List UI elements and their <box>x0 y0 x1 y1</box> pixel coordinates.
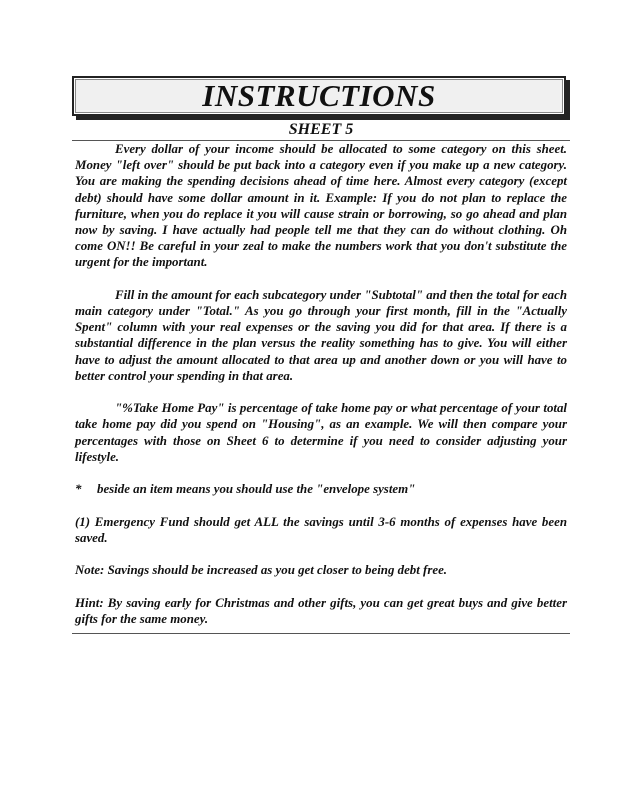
hint-note: Hint: By saving early for Christmas and other gifts, you can get great buys and give better gifts for the same money. <box>75 595 567 626</box>
star-symbol: * <box>75 482 82 497</box>
sheet-label: SHEET 5 <box>288 121 354 138</box>
paragraph-subtotals: Fill in the amount for each subcategory under "Subtotal" and then the total for each main category under "Total." As you go through your first month, fill in the "Actually Spent" column with your real expenses or the saving you did for that area. If there is a substantial difference in the plan versus the reality something has to give. You will either have to adjust the amount allocated to that area up and another down or you will have to better control your spending in that area. <box>75 287 567 383</box>
page-title: INSTRUCTIONS <box>202 78 436 113</box>
instructions-body <box>75 141 567 627</box>
paragraph-take-home-pay: "%Take Home Pay" is percentage of take home pay or what percentage of your total take home pay did you spend on "Housing", as an example. We will then compare your percentages with those on Sheet 6 to determine if you need to consider adjusting your lifestyle. <box>75 401 567 464</box>
bottom-divider <box>72 633 570 634</box>
emergency-fund-note: (1) Emergency Fund should get ALL the savings until 3-6 months of expenses have been saved. <box>75 514 567 545</box>
envelope-note-text: beside an item means you should use the "envelope system" <box>97 482 416 497</box>
envelope-note <box>75 481 567 497</box>
savings-note: Note: Savings should be increased as you get closer to being debt free. <box>75 563 448 578</box>
paragraph-allocation: Every dollar of your income should be allocated to some category on this sheet. Money "left over" should be put back into a category even if you make up a new category. You are making the spending decisions ahead of time here. Almost every category (except debt) should have some dollar amount in it. Example: If you do not plan to replace the furniture, when you do replace it you will cause strain or borrowing, so go ahead and plan now by saving. I have actually had people tell me that they can do without clothing. Oh come ON!! Be careful in your zeal to make the numbers work that you don't substitute the urgent for the important. <box>75 142 567 270</box>
title-box <box>72 76 566 116</box>
